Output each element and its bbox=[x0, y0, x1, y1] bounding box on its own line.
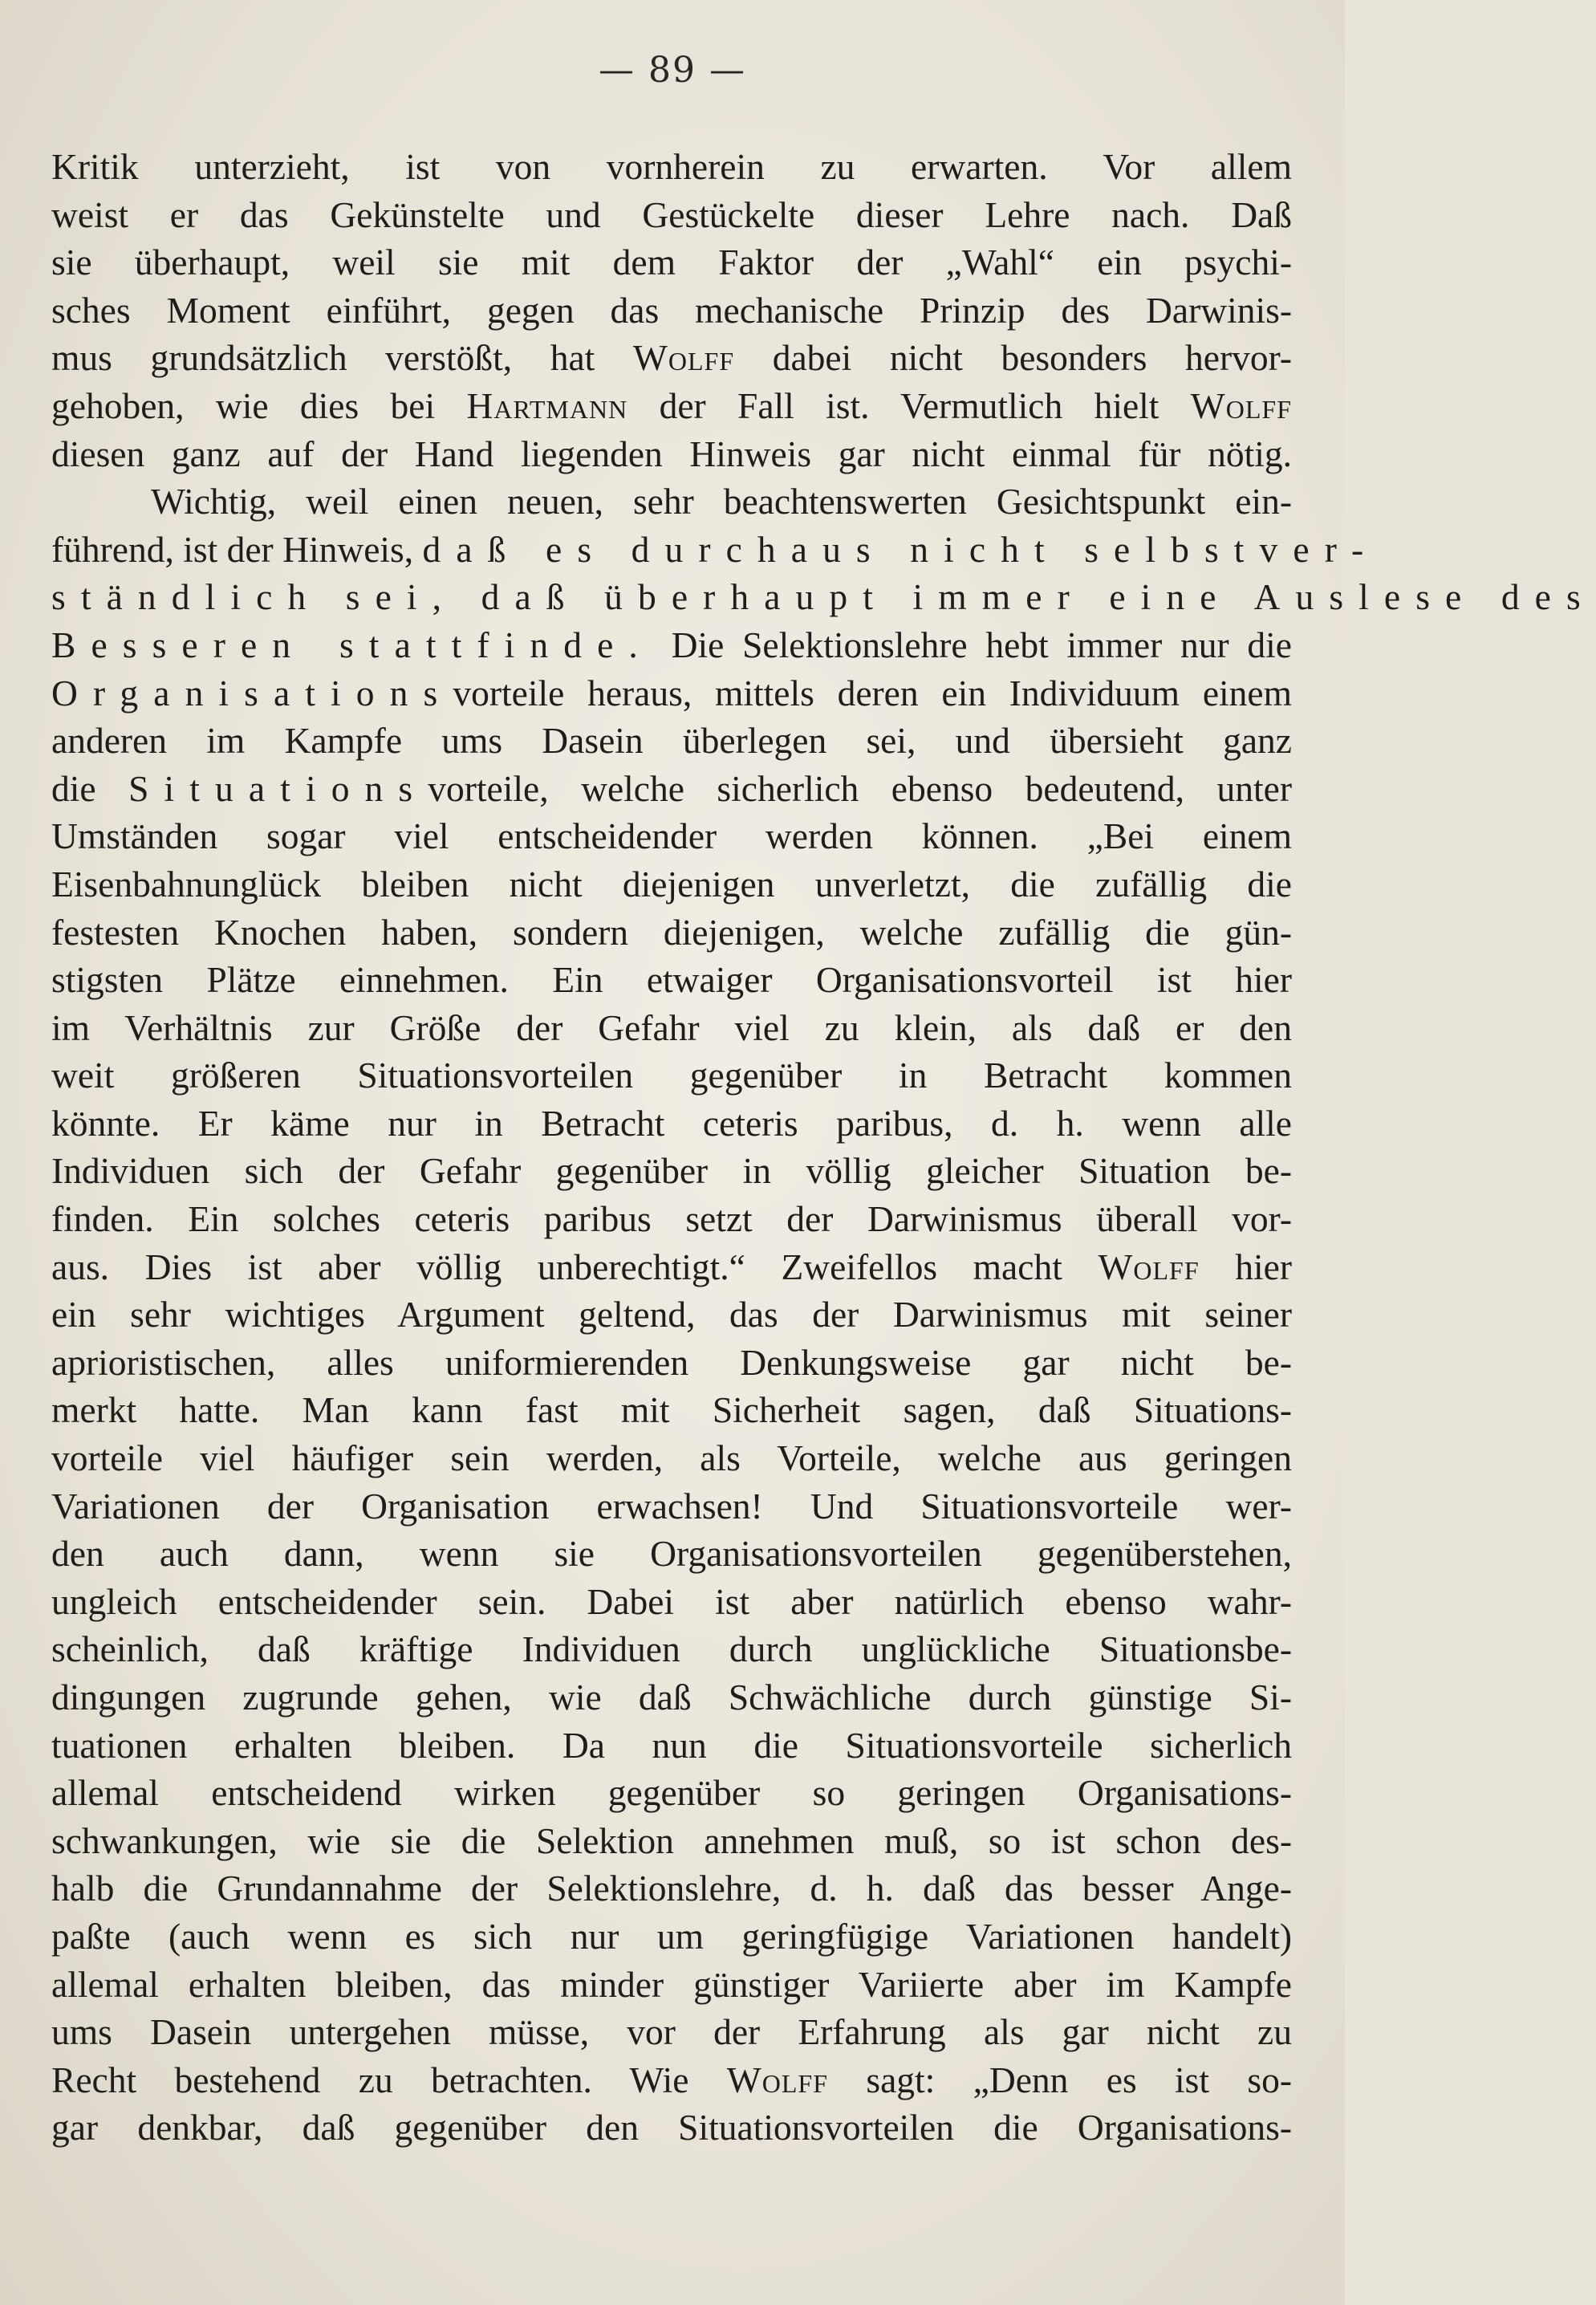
text-line bbox=[51, 287, 1292, 335]
text-segment: führend, ist der Hinweis, bbox=[51, 528, 423, 570]
text-segment: Die Selektionslehre hebt immer nur die bbox=[652, 624, 1292, 665]
text-line bbox=[51, 2104, 1292, 2152]
text-line bbox=[51, 526, 1379, 574]
emphasized-text: ständlich sei, daß überhaupt immer eine Auslese des bbox=[51, 576, 1596, 618]
text-segment: aus. Dies ist aber völlig unberechtigt.“ Zweifellos macht bbox=[51, 1246, 1099, 1287]
text-segment: die bbox=[51, 767, 129, 809]
emphasized-text: Organisations bbox=[51, 672, 453, 713]
text-segment: dabei nicht besonders hervor- bbox=[734, 337, 1292, 379]
text-line bbox=[51, 1100, 1292, 1148]
text-segment: paßte (auch wenn es sich nur um geringfügige Variationen handelt) bbox=[51, 1915, 1292, 1957]
text-line bbox=[51, 1722, 1292, 1770]
text-segment: Kritik unterzieht, ist von vornherein zu erwarten. Vor allem bbox=[51, 146, 1292, 187]
text-line bbox=[51, 1434, 1292, 1482]
emphasized-text: Besseren stattfinde. bbox=[51, 624, 653, 665]
text-segment: vorteile viel häufiger sein werden, als Vorteile, welche aus geringen bbox=[51, 1437, 1292, 1479]
text-line bbox=[51, 765, 1292, 813]
text-segment: diesen ganz auf der Hand liegenden Hinweis gar nicht einmal für nötig. bbox=[51, 433, 1292, 474]
text-segment: festesten Knochen haben, sondern diejenigen, welche zufällig die gün- bbox=[51, 911, 1292, 953]
text-line bbox=[51, 1673, 1292, 1722]
text-line bbox=[51, 382, 1292, 430]
text-line bbox=[51, 1769, 1292, 1817]
text-line bbox=[51, 909, 1292, 957]
text-segment: könnte. Er käme nur in Betracht ceteris paribus, d. h. wenn alle bbox=[51, 1102, 1292, 1144]
text-segment: Variationen der Organisation erwachsen! Und Situationsvorteile wer- bbox=[51, 1485, 1292, 1527]
author-name: Wolff bbox=[632, 337, 735, 379]
text-segment: sie überhaupt, weil sie mit dem Faktor der „Wahl“ ein psychi- bbox=[51, 242, 1292, 283]
text-segment: gar denkbar, daß gegenüber den Situationsvorteilen die Organisations- bbox=[51, 2107, 1292, 2148]
text-line bbox=[51, 143, 1292, 191]
emphasized-text: daß es durchaus nicht selbstver- bbox=[422, 528, 1379, 570]
text-line bbox=[51, 1625, 1292, 1673]
emphasized-text: Situations bbox=[128, 767, 428, 809]
text-segment: allemal entscheidend wirken gegenüber so geringen Organisations- bbox=[51, 1772, 1292, 1814]
text-line bbox=[51, 1864, 1292, 1913]
text-segment: weit größeren Situationsvorteilen gegenüber in Betracht kommen bbox=[51, 1055, 1292, 1096]
text-segment: sagt: „Denn es ist so- bbox=[828, 2059, 1292, 2100]
text-line bbox=[51, 573, 1596, 621]
text-line bbox=[51, 1291, 1292, 1339]
text-segment: ein sehr wichtiges Argument geltend, das der Darwinismus mit seiner bbox=[51, 1294, 1292, 1335]
text-segment: allemal erhalten bleiben, das minder günstiger Variierte aber im Kampfe bbox=[51, 1963, 1292, 2005]
text-segment: merkt hatte. Man kann fast mit Sicherheit sagen, daß Situations- bbox=[51, 1389, 1292, 1431]
text-line bbox=[51, 717, 1292, 765]
text-line bbox=[51, 1004, 1292, 1052]
text-segment: ungleich entscheidender sein. Dabei ist aber natürlich ebenso wahr- bbox=[51, 1580, 1292, 1622]
text-line bbox=[51, 478, 1292, 526]
text-line bbox=[51, 1913, 1292, 1961]
author-name: Hartmann bbox=[466, 384, 628, 426]
author-name: Wolff bbox=[1190, 384, 1292, 426]
text-segment: der Fall ist. Vermutlich hielt bbox=[627, 384, 1191, 426]
text-segment: ums Dasein untergehen müsse, vor der Erfahrung als gar nicht zu bbox=[51, 2011, 1292, 2053]
text-segment: Individuen sich der Gefahr gegenüber in völlig gleicher Situation be- bbox=[51, 1150, 1292, 1192]
text-line bbox=[51, 1339, 1292, 1387]
text-line bbox=[51, 812, 1292, 860]
text-segment: hier bbox=[1199, 1246, 1292, 1287]
body-text bbox=[51, 143, 1596, 2152]
text-segment: im Verhältnis zur Größe der Gefahr viel zu klein, als daß er den bbox=[51, 1006, 1292, 1048]
text-segment: scheinlich, daß kräftige Individuen durch unglückliche Situationsbe- bbox=[51, 1628, 1292, 1670]
text-line bbox=[51, 2056, 1292, 2104]
text-line bbox=[51, 334, 1292, 382]
text-line bbox=[51, 1530, 1292, 1578]
text-line bbox=[51, 860, 1292, 909]
text-line bbox=[51, 1578, 1292, 1626]
text-line bbox=[51, 1147, 1292, 1195]
text-segment: vorteile, welche sicherlich ebenso bedeutend, unter bbox=[428, 767, 1293, 809]
text-line bbox=[51, 621, 1292, 669]
text-segment: Wichtig, weil einen neuen, sehr beachtenswerten Gesichtspunkt ein- bbox=[151, 481, 1292, 522]
text-segment: halb die Grundannahme der Selektionslehre, d. h. daß das besser Ange- bbox=[51, 1868, 1292, 1909]
text-segment: Recht bestehend zu betrachten. Wie bbox=[51, 2059, 727, 2100]
text-line bbox=[51, 191, 1292, 239]
text-segment: vorteile heraus, mittels deren ein Individuum einem bbox=[453, 672, 1292, 713]
text-line bbox=[51, 2008, 1292, 2056]
text-line bbox=[51, 1482, 1292, 1531]
text-line bbox=[51, 1051, 1292, 1100]
text-line bbox=[51, 430, 1292, 478]
text-line bbox=[51, 1817, 1292, 1865]
text-segment: Eisenbahnunglück bleiben nicht diejenigen unverletzt, die zufällig die bbox=[51, 863, 1292, 905]
text-line bbox=[51, 1243, 1292, 1291]
text-segment: schwankungen, wie sie die Selektion annehmen muß, so ist schon des- bbox=[51, 1819, 1292, 1861]
text-line bbox=[51, 1195, 1292, 1243]
text-segment: anderen im Kampfe ums Dasein überlegen sei, und übersieht ganz bbox=[51, 720, 1292, 762]
text-line bbox=[51, 1961, 1292, 2009]
author-name: Wolff bbox=[1098, 1246, 1200, 1287]
text-segment: dingungen zugrunde gehen, wie daß Schwächliche durch günstige Si- bbox=[51, 1677, 1292, 1718]
page-number: — 89 — bbox=[599, 50, 746, 91]
text-segment: den auch dann, wenn sie Organisationsvorteilen gegenüberstehen, bbox=[51, 1533, 1292, 1575]
text-line bbox=[51, 669, 1292, 718]
text-segment: sches Moment einführt, gegen das mechanische Prinzip des Darwinis- bbox=[51, 289, 1292, 331]
text-segment: stigsten Plätze einnehmen. Ein etwaiger Organisationsvorteil ist hier bbox=[51, 959, 1292, 1001]
text-line bbox=[51, 238, 1292, 287]
text-line bbox=[51, 956, 1292, 1004]
text-segment: mus grundsätzlich verstößt, hat bbox=[51, 337, 633, 379]
text-segment: weist er das Gekünstelte und Gestückelte dieser Lehre nach. Daß bbox=[51, 193, 1292, 235]
text-segment: Umständen sogar viel entscheidender werden können. „Bei einem bbox=[51, 815, 1292, 857]
text-segment: tuationen erhalten bleiben. Da nun die Situationsvorteile sicherlich bbox=[51, 1724, 1292, 1766]
text-segment: aprioristischen, alles uniformierenden Denkungsweise gar nicht be- bbox=[51, 1341, 1292, 1383]
author-name: Wolff bbox=[726, 2059, 828, 2100]
text-line bbox=[51, 1386, 1292, 1434]
text-segment: finden. Ein solches ceteris paribus setzt der Darwinismus überall vor- bbox=[51, 1198, 1292, 1240]
text-segment: gehoben, wie dies bei bbox=[51, 384, 467, 426]
